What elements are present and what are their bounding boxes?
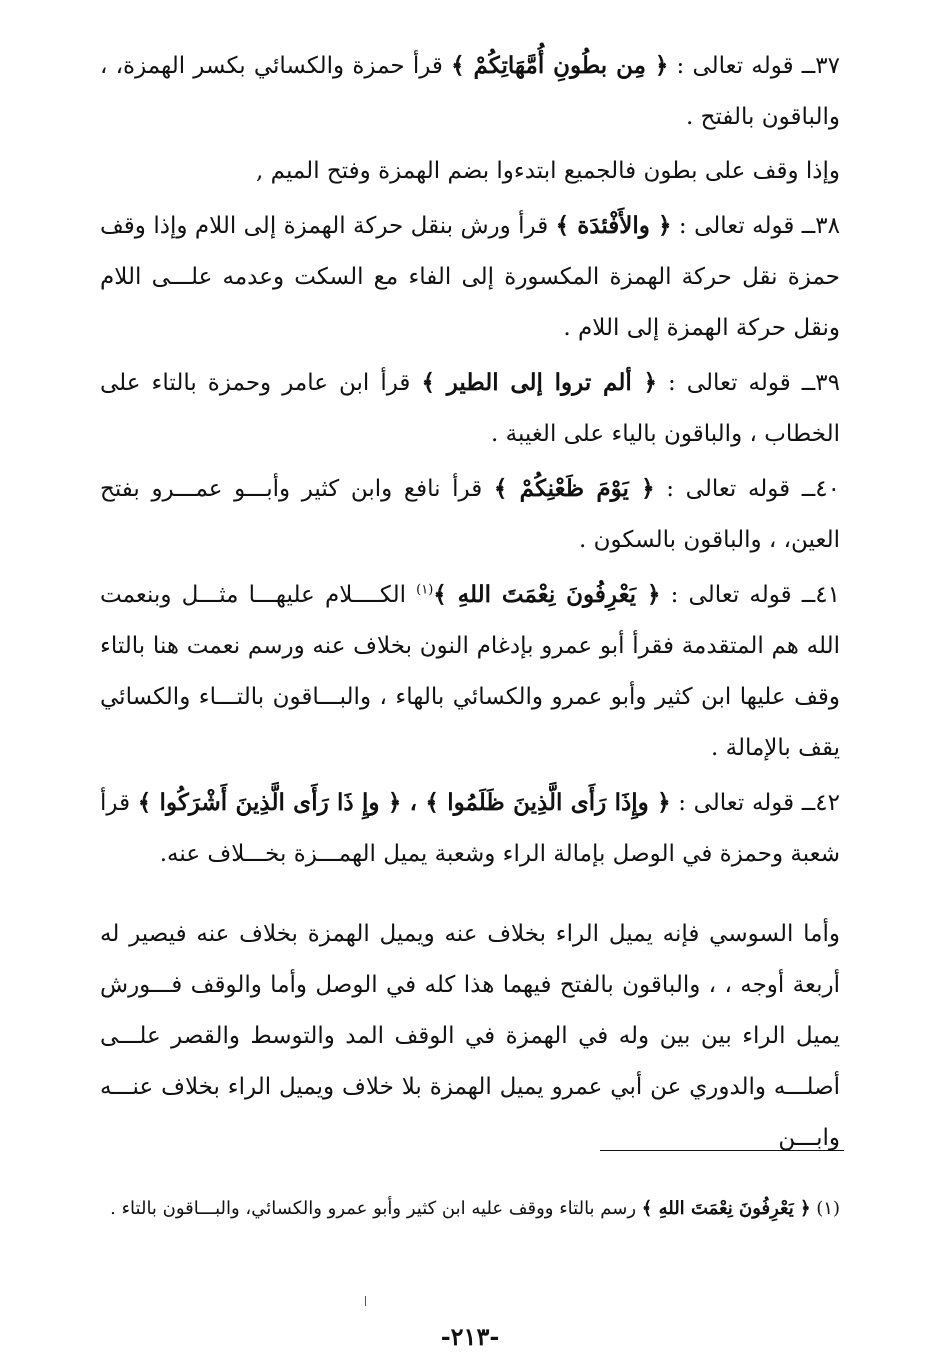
- quranic-quote: ﴿ وإِذَا رَأَى الَّذِينَ ظَلَمُوا ﴾ ، ﴿ وإِ ذَا رَأَى الَّذِينَ أَشْرَكُوا ﴾: [137, 789, 671, 816]
- verse-number-intro: ٣٩ــ قوله تعالى :: [656, 370, 840, 396]
- footnote-quote: ﴿ يَعْرِفُونَ نِعْمَتَ اللهِ ﴾: [641, 1198, 811, 1219]
- quranic-quote: ﴿ ألم تروا إلى الطير ﴾: [421, 369, 657, 396]
- page-number: -٢١٣-: [440, 1322, 500, 1351]
- footnote-text: رسم بالتاء ووقف عليه ابن كثير وأبو عمرو والكسائي، والبـــاقون بالتاء .: [110, 1198, 642, 1219]
- footnote-marker: (١): [810, 1198, 840, 1219]
- paragraph-text: قرأ نافع وابن كثير وأبـــو عمـــرو بفتح العين، ، والباقون بالسكون .: [100, 476, 840, 553]
- paragraph-text: قرأ ابن عامر وحمزة بالتاء على الخطاب ، والباقون بالياء على الغيبة .: [100, 370, 840, 447]
- footnote-reference: (١): [416, 582, 434, 598]
- paragraph-38: [100, 200, 840, 354]
- paragraph-42: [100, 777, 840, 880]
- paragraph-spacer: [100, 883, 840, 909]
- quranic-quote: ﴿ مِن بطُونِ أُمَّهَاتِكُمْ ﴾: [451, 52, 669, 79]
- paragraph-susi: [100, 909, 840, 1164]
- verse-number-intro: ٣٧ــ قوله تعالى :: [668, 53, 840, 79]
- paragraph-text: قرأ ورش بنقل حركة الهمزة إلى اللام وإذا وقف حمزة نقل حركة الهمزة المكسورة إلى الفاء مع السكت وعدمه علـــى اللام ونقل حركة الهمزة إلى اللام .: [100, 213, 840, 341]
- paragraph-41: [100, 569, 840, 774]
- quranic-quote: ﴿ يَعْرِفُونَ نِعْمَتَ اللهِ ﴾: [433, 581, 661, 608]
- verse-number-intro: ٤١ــ قوله تعالى :: [660, 582, 840, 608]
- footnote-divider: [600, 1150, 844, 1151]
- scan-speck: [365, 1296, 366, 1306]
- paragraph-40: [100, 463, 840, 566]
- paragraph-37: [100, 40, 840, 143]
- paragraph-text: قرأ حمزة والكسائي بكسر الهمزة، ، والباقون بالفتح .: [100, 53, 840, 130]
- verse-number-intro: ٤٢ــ قوله تعالى :: [670, 790, 840, 816]
- quranic-quote: ﴿ يَوْمَ ظَعْنِكُمْ ﴾: [493, 475, 655, 502]
- main-text-block: [100, 40, 840, 1167]
- footnote: [100, 1190, 840, 1228]
- verse-number-intro: ٤٠ــ قوله تعالى :: [654, 476, 840, 502]
- verse-number-intro: ٣٨ــ قوله تعالى :: [671, 213, 840, 239]
- paragraph-39: [100, 357, 840, 460]
- quranic-quote: ﴿ والأَفْئدَة ﴾: [555, 212, 672, 239]
- paragraph-text: الكــــلام عليهـــا مثـــل وبنعمت الله هم المتقدمة فقرأ أبو عمرو بإدغام النون بخلاف عنه ورسم نعمت هنا بالتاء وقف عليها ابن كثير وأبو عمرو والكسائي بالهاء ، والبـــاقون بالتـــاء والكسائي يقف بالإمالة .: [100, 582, 840, 761]
- paragraph-text: وإذا وقف على بطون فالجميع ابتدءوا بضم الهمزة وفتح الميم ,: [256, 158, 840, 184]
- paragraph-37-note: [100, 146, 840, 197]
- paragraph-text: وأما السوسي فإنه يميل الراء بخلاف عنه ويميل الهمزة بخلاف عنه فيصير له أربعة أوجه ، ، والباقون بالفتح فيهما هذا كله في الوصل وأما والوقف فـــورش يميل الراء بين بين وله في الهمزة في الوقف المد والتوسط والقصر علـــى أصلـــه والدوري عن أبي عمرو يميل الهمزة بلا خلاف ويميل الراء بخلاف عنـــه وابـــن: [100, 921, 840, 1151]
- paragraph-text: قرأ شعبة وحمزة في الوصل بإمالة الراء وشعبة يميل الهمـــزة بخـــلاف عنه.: [100, 790, 840, 867]
